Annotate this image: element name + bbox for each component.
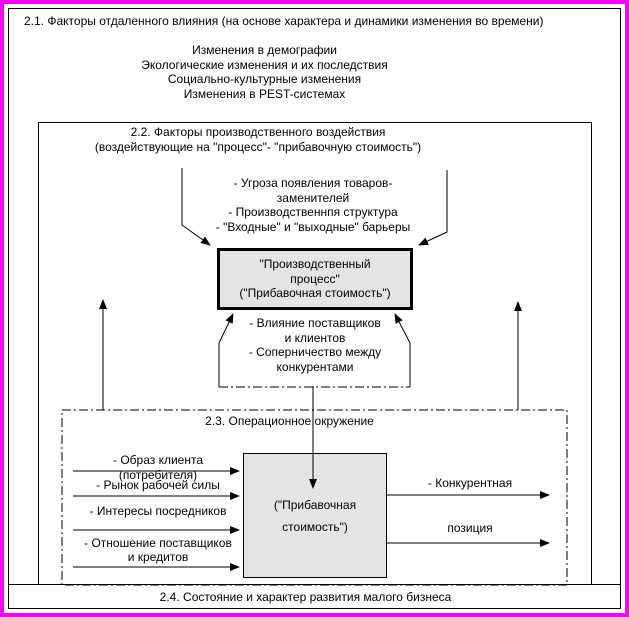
left-factor-label-3: - Интересы посредников <box>89 504 227 518</box>
value-box-line: стоимость") <box>282 519 348 534</box>
section-2-1-title: 2.1. Факторы отдаленного влияния (на основе характера и динамики изменения во времени) <box>24 14 544 28</box>
remote-factor: Экологические изменения и их последствия <box>141 57 388 72</box>
upper-factor: - "Входные" и "выходные" барьеры <box>215 219 411 234</box>
lower-factor: и клиентов <box>284 330 346 345</box>
process-box-line: "Производственный <box>259 257 371 272</box>
right-output-label-2: позиция <box>447 521 493 535</box>
left-factor-label-4-line1: - Отношение поставщиков <box>84 536 232 550</box>
remote-factor: Изменения в демографии <box>192 43 337 57</box>
lower-factor: конкурентами <box>276 359 354 374</box>
upper-factor-list <box>183 176 443 234</box>
section-2-4-title: 2.4. Состояние и характер развития малого бизнеса <box>159 590 452 604</box>
left-factor-label-1: - Образ клиента (потребителя) <box>112 453 203 482</box>
section-2-1-factor-list <box>8 43 521 101</box>
section-2-2-title-line2: (воздействующие на "процесс"- "прибавочную стоимость") <box>94 139 422 154</box>
section-2-2-title <box>38 125 478 154</box>
left-factor-label-4-line2: и кредитов <box>127 550 189 564</box>
lower-factor: - Влияние поставщиков <box>249 316 381 330</box>
right-output-label-1: - Конкурентная <box>427 476 513 490</box>
process-box-line: процесс" <box>290 271 340 286</box>
upper-factor: заменителей <box>276 190 350 205</box>
upper-factor: - Производственнпя структура <box>228 205 398 219</box>
remote-factor: Изменения в PEST-системах <box>183 86 346 101</box>
left-factor-label-2: - Рынок рабочей силы <box>96 478 220 492</box>
upper-factor: - Угроза появления товаров- <box>233 176 393 190</box>
lower-factor-list <box>219 316 411 374</box>
section-2-3-title: 2.3. Операционное окружение <box>205 414 374 428</box>
lower-factor: - Соперничество между <box>248 345 382 359</box>
value-box-line: ("Прибавочная <box>273 497 357 512</box>
remote-factor: Социально-культурные изменения <box>167 72 362 86</box>
section-2-2-title-line1: 2.2. Факторы производственного воздействия <box>130 125 386 139</box>
process-box-line: ("Прибавочная стоимость") <box>239 286 391 301</box>
